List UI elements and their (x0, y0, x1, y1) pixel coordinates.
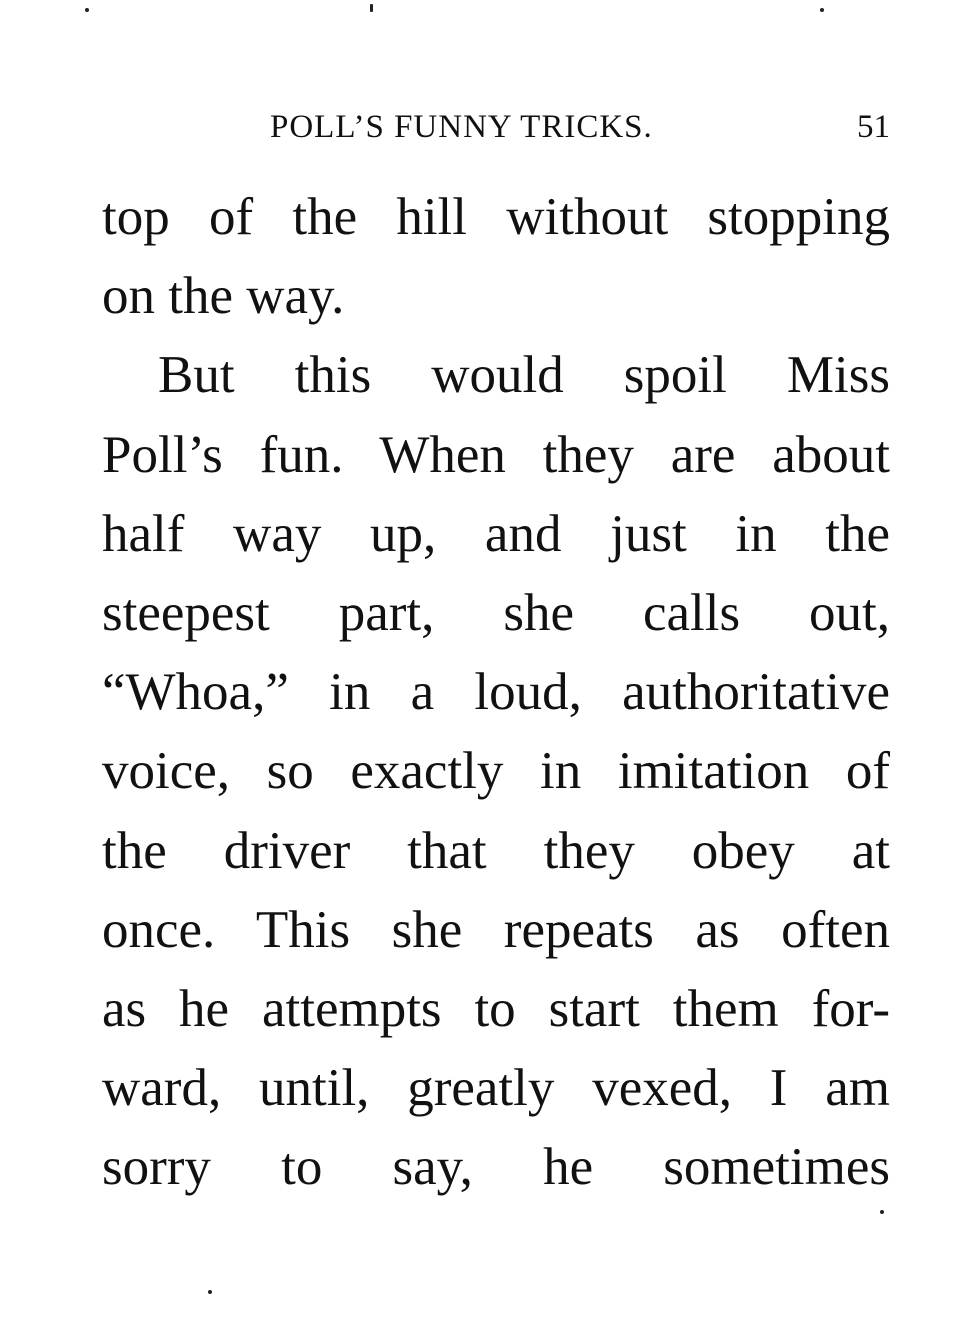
running-title: POLL’S FUNNY TRICKS. (270, 109, 653, 145)
text-line: as he attempts to start them for- (102, 979, 890, 1038)
print-speck (820, 8, 824, 12)
text-line: voice, so exactly in imitation of (102, 742, 890, 801)
text-line: on the way. (102, 267, 345, 326)
text-line: top of the hill without stopping (102, 188, 890, 246)
print-speck (85, 8, 89, 12)
text-line: the driver that they obey at (102, 821, 890, 880)
print-speck (880, 1210, 884, 1214)
text-line: ward, until, greatly vexed, I am (102, 1059, 890, 1118)
page-number: 51 (857, 109, 890, 145)
print-speck (208, 1290, 212, 1294)
text-line: sorry to say, he sometimes (102, 1138, 890, 1197)
text-line: half way up, and just in the (102, 504, 890, 563)
text-line: “Whoa,” in a loud, authoritative (102, 663, 890, 722)
text-line: once. This she repeats as often (102, 900, 890, 959)
body-text (102, 178, 890, 1207)
page-header (270, 104, 890, 150)
text-line: Poll’s fun. When they are about (102, 425, 890, 484)
print-speck (370, 4, 373, 12)
text-line: steepest part, she calls out, (102, 583, 890, 642)
text-line: But this would spoil Miss (158, 346, 890, 405)
